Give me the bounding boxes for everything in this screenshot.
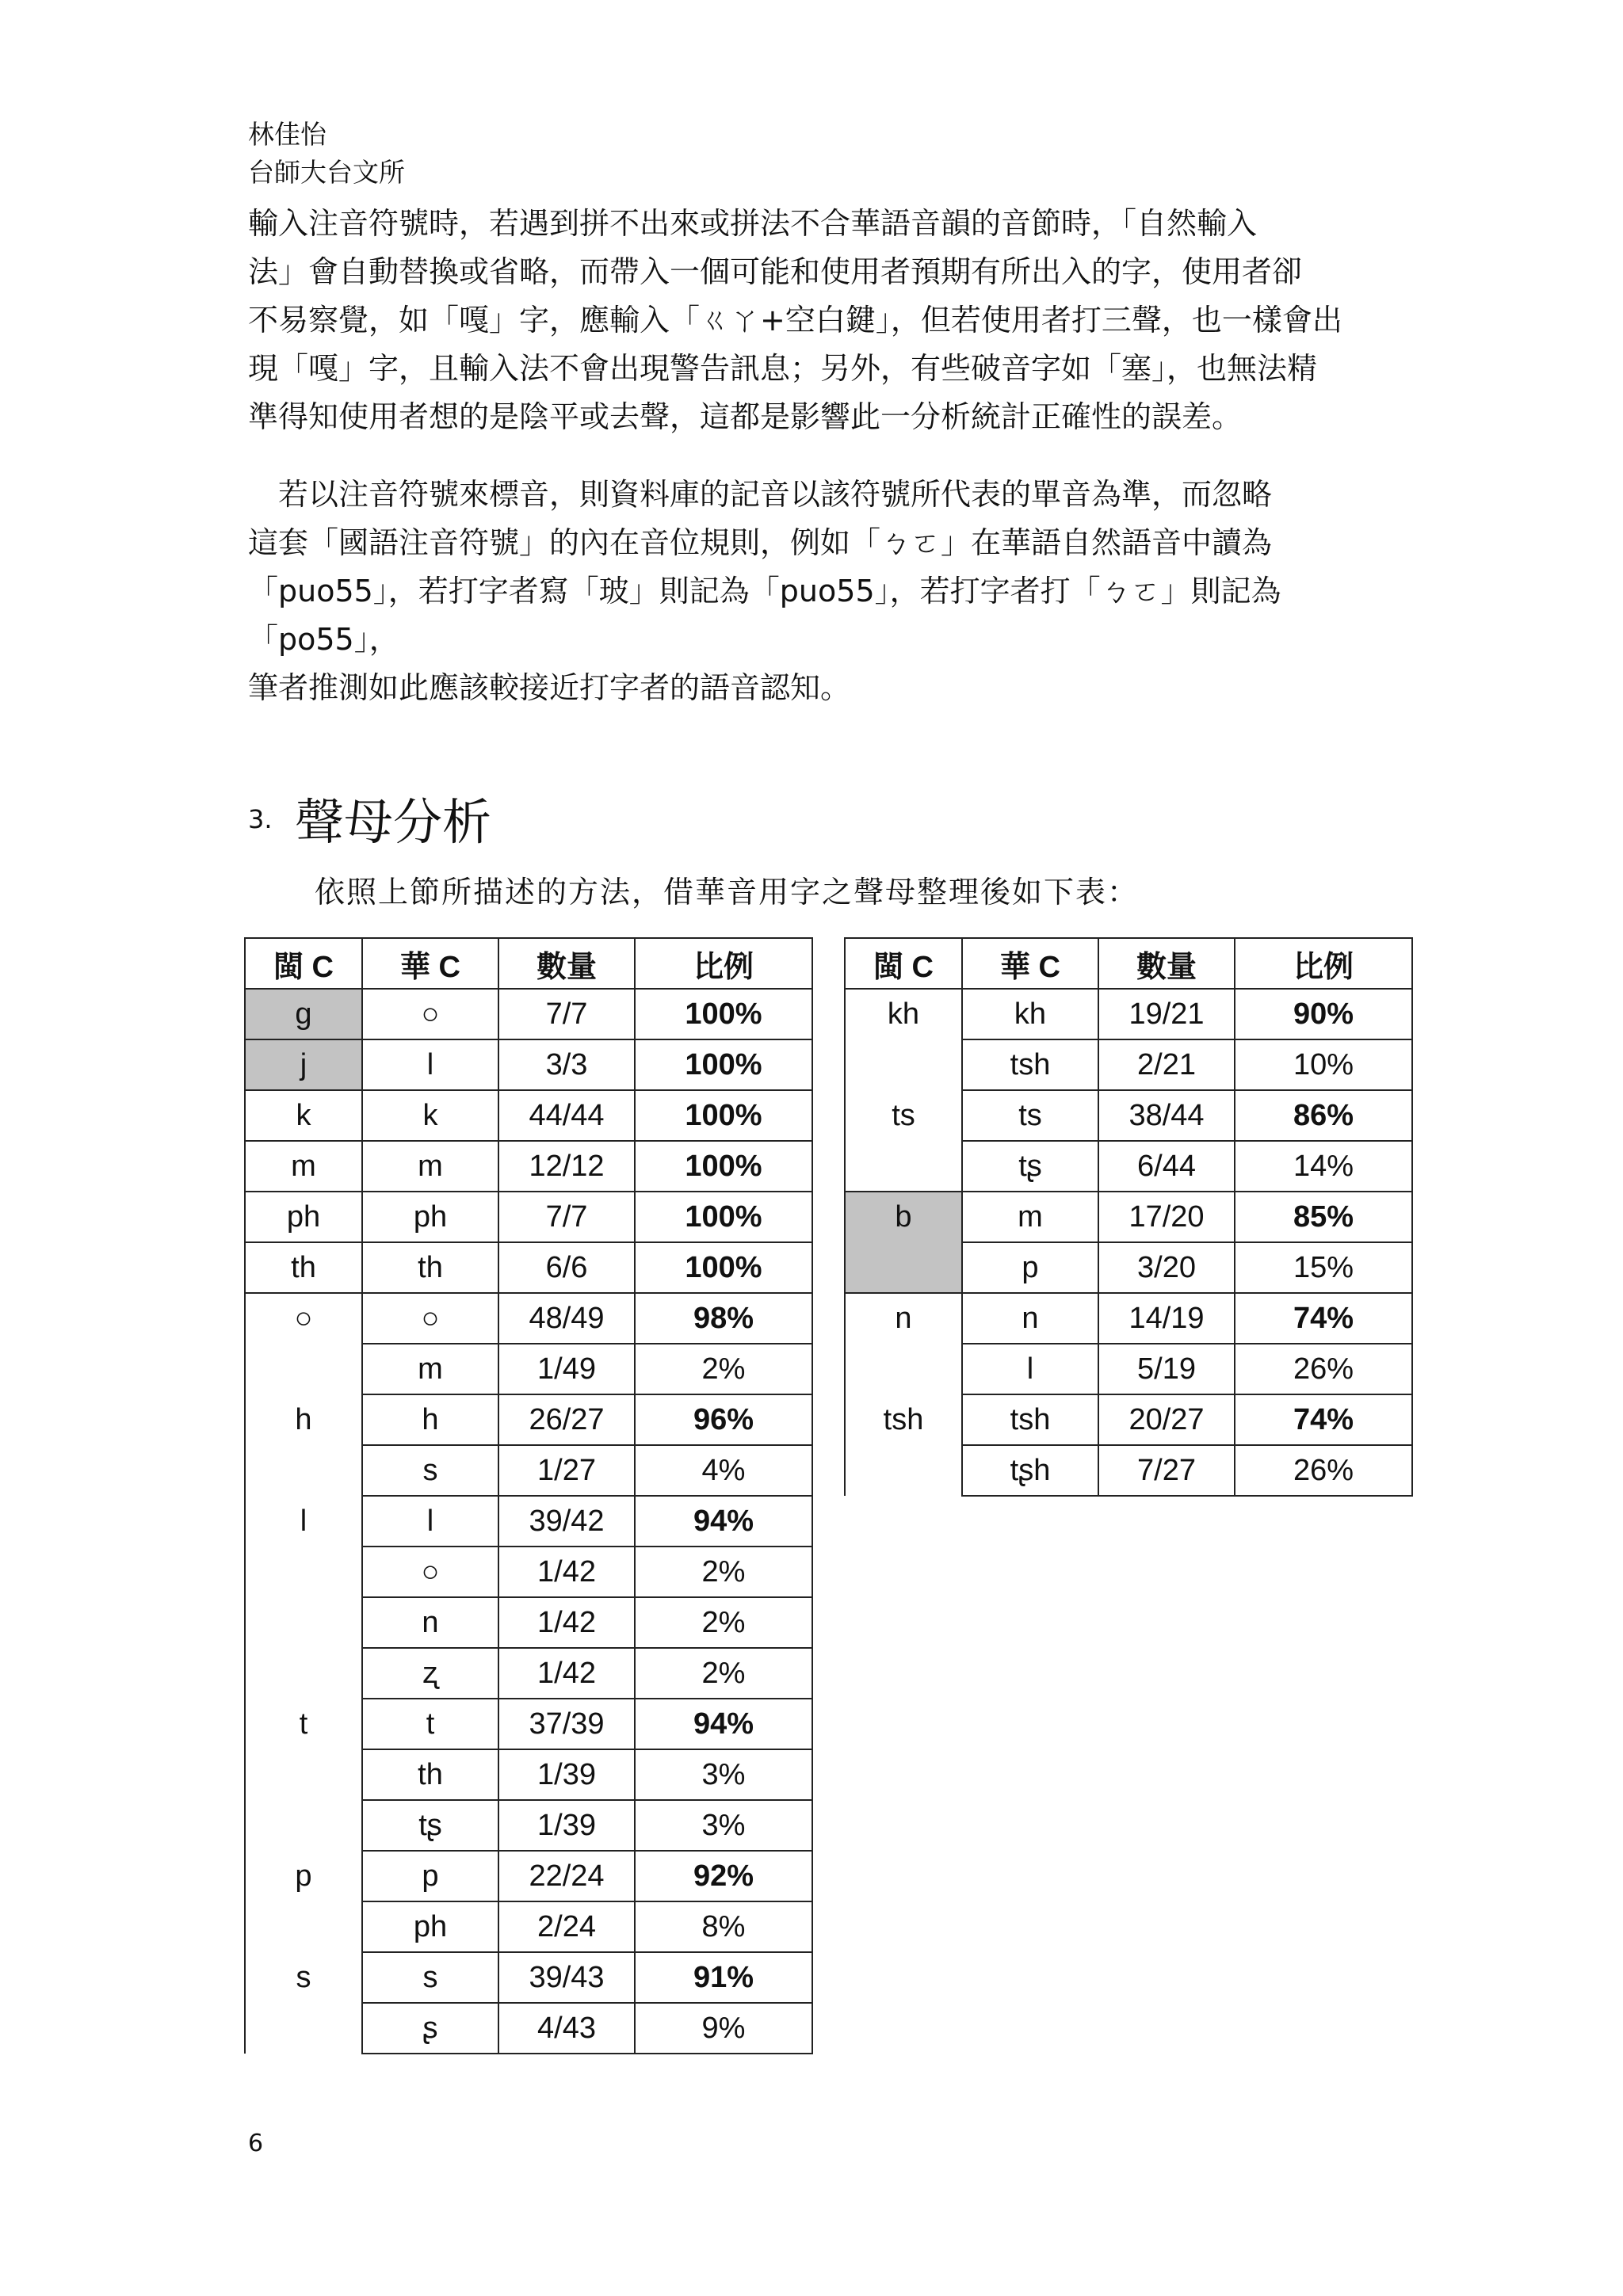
- table-row: [245, 1293, 812, 1344]
- cell-min: [245, 1749, 362, 1800]
- cell-min: b: [845, 1192, 962, 1242]
- cell-count: 6/44: [1098, 1141, 1235, 1192]
- cell-min: [845, 1242, 962, 1293]
- table-row: [245, 1547, 812, 1597]
- cell-hua: ○: [362, 1293, 498, 1344]
- table-row: [245, 1648, 812, 1699]
- cell-min: ○: [245, 1293, 362, 1344]
- cell-hua: ○: [362, 989, 498, 1039]
- cell-min: [245, 1344, 362, 1394]
- cell-min: m: [245, 1141, 362, 1192]
- section-title: 聲母分析: [295, 793, 492, 851]
- cell-count: 1/42: [498, 1648, 635, 1699]
- cell-count: 22/24: [498, 1851, 635, 1901]
- table-row: [845, 1445, 1412, 1496]
- cell-ratio: 98%: [635, 1293, 812, 1344]
- cell-min: kh: [845, 989, 962, 1039]
- paragraph-line: 輸入注音符號時，若遇到拼不出來或拼法不合華語音韻的音節時，「自然輸入: [248, 206, 1258, 241]
- paragraph-line: 若以注音符號來標音，則資料庫的記音以該符號所代表的單音為準，而忽略: [248, 477, 1273, 512]
- cell-ratio: 4%: [635, 1445, 812, 1496]
- table-row: [845, 1394, 1412, 1445]
- cell-ratio: 26%: [1235, 1445, 1412, 1496]
- cell-ratio: 100%: [635, 1141, 812, 1192]
- paragraph-line: 筆者推測如此應該較接近打字者的語音認知。: [248, 670, 851, 705]
- cell-min: p: [245, 1851, 362, 1901]
- cell-min: [245, 1547, 362, 1597]
- cell-ratio: 90%: [1235, 989, 1412, 1039]
- cell-min: tsh: [845, 1394, 962, 1445]
- cell-hua: p: [362, 1851, 498, 1901]
- table-row: [845, 1293, 1412, 1344]
- cell-hua: th: [362, 1749, 498, 1800]
- table-row: [245, 989, 812, 1039]
- cell-count: 7/7: [498, 1192, 635, 1242]
- cell-count: 48/49: [498, 1293, 635, 1344]
- cell-min: ts: [845, 1090, 962, 1141]
- cell-count: 6/6: [498, 1242, 635, 1293]
- cell-hua: l: [362, 1496, 498, 1547]
- cell-count: 4/43: [498, 2003, 635, 2054]
- paragraph-line: 現「嘎」字，且輸入法不會出現警告訊息；另外，有些破音字如「塞」，也無法精: [248, 351, 1318, 386]
- cell-count: 17/20: [1098, 1192, 1235, 1242]
- table-intro: 依照上節所描述的方法，借華音用字之聲母整理後如下表：: [315, 875, 1140, 910]
- cell-hua: kh: [962, 989, 1098, 1039]
- cell-ratio: 86%: [1235, 1090, 1412, 1141]
- cell-min: l: [245, 1496, 362, 1547]
- cell-min: [245, 1648, 362, 1699]
- author-name: 林佳怡: [248, 119, 327, 150]
- cell-hua: ph: [362, 1901, 498, 1952]
- cell-hua: tʂ: [362, 1800, 498, 1851]
- cell-count: 1/27: [498, 1445, 635, 1496]
- cell-count: 7/7: [498, 989, 635, 1039]
- cell-hua: s: [362, 1445, 498, 1496]
- page-number: 6: [248, 2130, 264, 2157]
- cell-count: 44/44: [498, 1090, 635, 1141]
- cell-hua: l: [962, 1344, 1098, 1394]
- cell-min: [845, 1141, 962, 1192]
- cell-hua: ʂ: [362, 2003, 498, 2054]
- cell-count: 3/20: [1098, 1242, 1235, 1293]
- cell-count: 1/42: [498, 1597, 635, 1648]
- cell-hua: ʐ: [362, 1648, 498, 1699]
- cell-count: 5/19: [1098, 1344, 1235, 1394]
- paragraph-line: 法」會自動替換或省略，而帶入一個可能和使用者預期有所出入的字，使用者卻: [248, 254, 1303, 289]
- table-row: [245, 1851, 812, 1901]
- paragraph-1: [248, 200, 1389, 441]
- cell-count: 26/27: [498, 1394, 635, 1445]
- cell-hua: th: [362, 1242, 498, 1293]
- cell-ratio: 94%: [635, 1699, 812, 1749]
- cell-hua: s: [362, 1952, 498, 2003]
- header-hua-c: 華 C: [962, 938, 1098, 989]
- cell-hua: ○: [362, 1547, 498, 1597]
- author-affiliation: 台師大台文所: [248, 157, 405, 188]
- table-row: [245, 1749, 812, 1800]
- header-hua-c: 華 C: [362, 938, 498, 989]
- header-ratio: 比例: [635, 938, 812, 989]
- table-row: [845, 1344, 1412, 1394]
- cell-min: ph: [245, 1192, 362, 1242]
- cell-min: [245, 1445, 362, 1496]
- cell-ratio: 100%: [635, 1039, 812, 1090]
- cell-ratio: 94%: [635, 1496, 812, 1547]
- cell-min: [245, 2003, 362, 2054]
- table-row: [245, 1952, 812, 2003]
- cell-ratio: 8%: [635, 1901, 812, 1952]
- cell-hua: m: [362, 1344, 498, 1394]
- table-row: [845, 1090, 1412, 1141]
- table-row: [245, 1699, 812, 1749]
- cell-count: 39/43: [498, 1952, 635, 2003]
- initials-table-right: [844, 937, 1413, 1497]
- cell-ratio: 100%: [635, 1242, 812, 1293]
- cell-count: 1/39: [498, 1800, 635, 1851]
- cell-count: 39/42: [498, 1496, 635, 1547]
- cell-min: [245, 1800, 362, 1851]
- table-row: [245, 1344, 812, 1394]
- cell-count: 2/21: [1098, 1039, 1235, 1090]
- cell-count: 12/12: [498, 1141, 635, 1192]
- header-min-c: 閩 C: [245, 938, 362, 989]
- cell-ratio: 26%: [1235, 1344, 1412, 1394]
- cell-hua: ph: [362, 1192, 498, 1242]
- table-row: [845, 1192, 1412, 1242]
- cell-ratio: 9%: [635, 2003, 812, 2054]
- cell-count: 38/44: [1098, 1090, 1235, 1141]
- cell-hua: m: [362, 1141, 498, 1192]
- cell-min: j: [245, 1039, 362, 1090]
- header-min-c: 閩 C: [845, 938, 962, 989]
- cell-min: k: [245, 1090, 362, 1141]
- initials-table-left: [244, 937, 813, 2054]
- table-row: [245, 1445, 812, 1496]
- paragraph-2: [248, 471, 1389, 712]
- cell-min: h: [245, 1394, 362, 1445]
- table-row: [245, 1141, 812, 1192]
- cell-count: 20/27: [1098, 1394, 1235, 1445]
- cell-ratio: 10%: [1235, 1039, 1412, 1090]
- table-row: [245, 1192, 812, 1242]
- cell-ratio: 92%: [635, 1851, 812, 1901]
- cell-hua: tsh: [962, 1039, 1098, 1090]
- table-row: [245, 1800, 812, 1851]
- cell-count: 19/21: [1098, 989, 1235, 1039]
- table-row: [845, 1039, 1412, 1090]
- table-row: [845, 1141, 1412, 1192]
- table-row: [245, 1496, 812, 1547]
- table-row: [245, 1901, 812, 1952]
- cell-ratio: 2%: [635, 1547, 812, 1597]
- cell-min: [245, 1901, 362, 1952]
- cell-hua: p: [962, 1242, 1098, 1293]
- cell-count: 14/19: [1098, 1293, 1235, 1344]
- cell-min: [245, 1597, 362, 1648]
- cell-hua: k: [362, 1090, 498, 1141]
- cell-ratio: 14%: [1235, 1141, 1412, 1192]
- cell-count: 1/49: [498, 1344, 635, 1394]
- table-row: [845, 989, 1412, 1039]
- table-row: [845, 1242, 1412, 1293]
- cell-min: th: [245, 1242, 362, 1293]
- cell-hua: l: [362, 1039, 498, 1090]
- cell-ratio: 15%: [1235, 1242, 1412, 1293]
- cell-ratio: 3%: [635, 1800, 812, 1851]
- cell-ratio: 91%: [635, 1952, 812, 2003]
- cell-ratio: 74%: [1235, 1293, 1412, 1344]
- cell-hua: tʂh: [962, 1445, 1098, 1496]
- cell-hua: ts: [962, 1090, 1098, 1141]
- cell-count: 3/3: [498, 1039, 635, 1090]
- table-row: [245, 1039, 812, 1090]
- table-row: [245, 1394, 812, 1445]
- cell-ratio: 85%: [1235, 1192, 1412, 1242]
- cell-min: [845, 1039, 962, 1090]
- header-ratio: 比例: [1235, 938, 1412, 989]
- cell-hua: n: [362, 1597, 498, 1648]
- cell-ratio: 2%: [635, 1597, 812, 1648]
- cell-hua: h: [362, 1394, 498, 1445]
- table-row: [245, 2003, 812, 2054]
- cell-hua: tʂ: [962, 1141, 1098, 1192]
- header-count: 數量: [1098, 938, 1235, 989]
- table-header-row: [845, 938, 1412, 989]
- cell-ratio: 2%: [635, 1648, 812, 1699]
- cell-ratio: 96%: [635, 1394, 812, 1445]
- cell-ratio: 2%: [635, 1344, 812, 1394]
- cell-ratio: 100%: [635, 1192, 812, 1242]
- cell-min: [845, 1344, 962, 1394]
- table-row: [245, 1597, 812, 1648]
- cell-hua: m: [962, 1192, 1098, 1242]
- cell-count: 7/27: [1098, 1445, 1235, 1496]
- cell-count: 1/42: [498, 1547, 635, 1597]
- cell-count: 1/39: [498, 1749, 635, 1800]
- cell-count: 2/24: [498, 1901, 635, 1952]
- cell-hua: n: [962, 1293, 1098, 1344]
- cell-hua: t: [362, 1699, 498, 1749]
- cell-ratio: 3%: [635, 1749, 812, 1800]
- cell-min: n: [845, 1293, 962, 1344]
- cell-ratio: 100%: [635, 989, 812, 1039]
- cell-min: [845, 1445, 962, 1496]
- cell-hua: tsh: [962, 1394, 1098, 1445]
- cell-count: 37/39: [498, 1699, 635, 1749]
- cell-min: g: [245, 989, 362, 1039]
- paragraph-line: 準得知使用者想的是陰平或去聲，這都是影響此一分析統計正確性的誤差。: [248, 399, 1243, 434]
- cell-min: s: [245, 1952, 362, 2003]
- cell-min: t: [245, 1699, 362, 1749]
- cell-ratio: 100%: [635, 1090, 812, 1141]
- cell-ratio: 74%: [1235, 1394, 1412, 1445]
- paragraph-line: 這套「國語注音符號」的內在音位規則，例如「ㄅㄛ」在華語自然語音中讀為: [248, 525, 1273, 560]
- table-row: [245, 1242, 812, 1293]
- paragraph-line: 「puo55」，若打字者寫「玻」則記為「puo55」，若打字者打「ㄅㄛ」則記為「po55」，: [248, 574, 1281, 657]
- table-row: [245, 1090, 812, 1141]
- paragraph-line: 不易察覺，如「嘎」字，應輸入「ㄍㄚ+空白鍵」，但若使用者打三聲，也一樣會出: [248, 303, 1342, 338]
- section-number: 3.: [248, 804, 273, 834]
- table-header-row: [245, 938, 812, 989]
- header-count: 數量: [498, 938, 635, 989]
